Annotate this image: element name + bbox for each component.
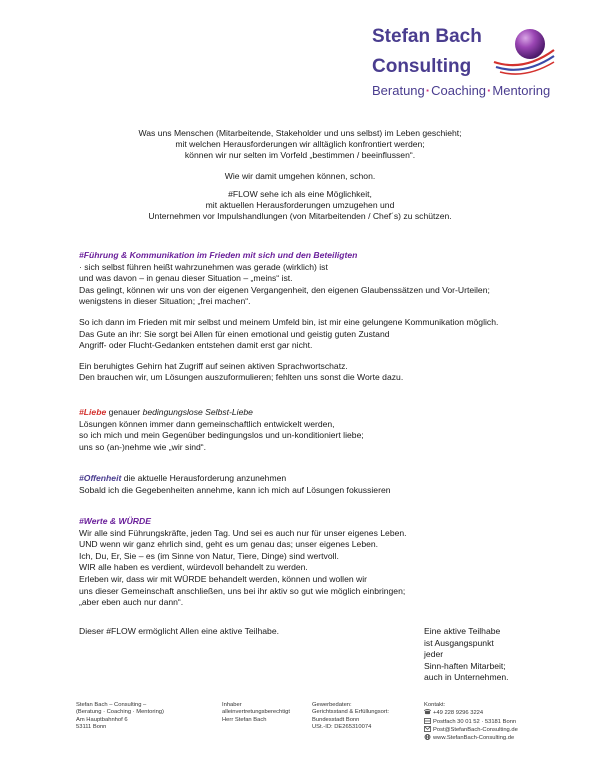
intro-statement xyxy=(60,171,540,182)
paragraph-line: Ein beruhigtes Gehirn hat Zugriff auf seinen aktiven Sprachwortschatz. xyxy=(79,360,348,371)
section-fuehrung xyxy=(79,250,559,384)
flow-line: Unternehmen vor Impulshandlungen (von Mitarbeitenden / Chef´s) zu schützen. xyxy=(148,211,452,221)
paragraph-line: Angriff- oder Flucht-Gedanken entstehen damit erst gar nicht. xyxy=(79,340,313,351)
paragraph-line: UND wenn wir ganz ehrlich sind, geht es um genau das; unser eigenes Leben. xyxy=(79,539,379,550)
paragraph-line: Den brauchen wir, um Lösungen auszuformulieren; fehlten uns sonst die Worte dazu. xyxy=(79,372,404,383)
footer-contact-email[interactable] xyxy=(424,726,518,734)
section-heading-line xyxy=(79,473,559,485)
footer-contact-postbox xyxy=(424,718,518,726)
paragraph-line: WIR alle haben es verdient, würdevoll behandelt zu werden. xyxy=(79,562,308,573)
footer-line: Gerichtsstand & Erfüllungsort: xyxy=(312,709,390,716)
contact-text[interactable]: www.StefanBach-Consulting.de xyxy=(433,735,515,742)
logo-tagline: Beratung·Coaching·Mentoring xyxy=(372,83,551,98)
footer-contact-web[interactable] xyxy=(424,734,518,742)
paragraph-line: Wir alle sind Führungskräfte, jeden Tag. Und sei es auch nur für unser eigenes Leben. xyxy=(79,527,407,538)
intro-block xyxy=(60,128,540,161)
paragraph-line: Das Gute an ihr: Sie sorgt bei Allen für einen emotional und geistig guten Zustand xyxy=(79,328,390,339)
footer-line: alleinvertretungsberechtigt xyxy=(222,709,290,716)
footer-contact-phone xyxy=(424,709,518,717)
heading-rest: die aktuelle Herausforderung anzunehmen xyxy=(121,473,287,483)
contact-text[interactable]: Post@StefanBach-Consulting.de xyxy=(433,726,518,733)
paragraph-line: wenigstens in dieser Situation; „frei machen“. xyxy=(79,296,251,307)
footer-line: Am Hauptbahnhof 6 xyxy=(76,716,128,723)
section-heading: #Werte & WÜRDE xyxy=(79,516,151,526)
tagline-item: Beratung xyxy=(372,83,425,98)
footer-line: USt.-ID: DE265310074 xyxy=(312,723,372,730)
intro-line: Was uns Menschen (Mitarbeitende, Stakeholder und uns selbst) im Leben geschieht; xyxy=(138,128,462,138)
footer-line: Bundesstadt Bonn xyxy=(312,716,360,723)
sidebar-line: ist Ausgangspunkt xyxy=(424,637,494,648)
footer-owner xyxy=(222,702,290,724)
flow-line: #FLOW sehe ich als eine Möglichkeit, xyxy=(228,189,372,199)
sidebar-line: Sinn-haften Mitarbeit; xyxy=(424,660,506,671)
section-werte xyxy=(79,516,559,609)
intro-line: können wir nur selten im Vorfeld „bestimmen / beeinflussen“. xyxy=(184,150,416,160)
section-offenheit xyxy=(79,473,559,496)
footer-line: (Beratung · Coaching · Mentoring) xyxy=(76,709,164,716)
contact-text: +49 228 9296 3224 xyxy=(433,710,484,717)
paragraph-line: Das gelingt, können wir uns von der eigenen Vergangenheit, den eigenen Glaubenssätzen und Vor-Urteilen; xyxy=(79,284,490,295)
phone-icon xyxy=(424,709,431,715)
paragraph-line: · sich selbst führen heißt wahrzunehmen was gerade (wirklich) ist xyxy=(79,261,328,272)
globe-icon xyxy=(424,734,431,740)
paragraph-line: so ich mich und mein Gegenüber bedingungslos und un-konditioniert liebe; xyxy=(79,430,364,441)
paragraph-line: Sobald ich die Gegebenheiten annehme, kann ich mich auf Lösungen fokussieren xyxy=(79,484,391,495)
company-logo xyxy=(372,26,572,104)
paragraph-line: uns so (an-)nehme wie „wir sind“. xyxy=(79,441,207,452)
paragraph-line: Erleben wir, dass wir mit WÜRDE behandelt werden, können und wollen wir xyxy=(79,573,368,584)
flow-line: mit aktuellen Herausforderungen umzugehen und xyxy=(205,200,395,210)
tagline-item: Coaching xyxy=(431,83,487,98)
paragraph-line: und was davon – in genau dieser Situation – „meins“ ist. xyxy=(79,273,293,284)
paragraph-line: So ich dann im Frieden mit mir selbst und meinem Umfeld bin, ist mir eine gelungene Kommunikation möglich. xyxy=(79,316,499,327)
section-liebe xyxy=(79,407,559,453)
footer-contact-title: Kontakt: xyxy=(424,702,446,708)
paragraph-line: Lösungen können immer dann gemeinschaftlich entwickelt werden, xyxy=(79,418,335,429)
section-heading-line xyxy=(79,407,559,419)
section-heading: #Offenheit xyxy=(79,473,122,483)
contact-text: Postfach 30 01 52 · 53181 Bonn xyxy=(433,718,517,725)
sidebar-line: jeder xyxy=(424,649,444,660)
footer-line: Gewerbedaten: xyxy=(312,702,352,708)
footer-line: Inhaber xyxy=(222,702,242,708)
logo-name-line2: Consulting xyxy=(372,56,472,77)
logo-name-line1: Stefan Bach xyxy=(372,26,482,47)
intro-line: mit welchen Herausforderungen wir alltäglich konfrontiert werden; xyxy=(175,139,425,149)
paragraph-line: „aber eben auch nur dann“. xyxy=(79,597,184,608)
footer-company xyxy=(76,702,164,731)
footer-line: Stefan Bach – Consulting – xyxy=(76,702,147,708)
mail-icon xyxy=(424,718,431,724)
sidebar-quote xyxy=(424,626,574,684)
heading-rest: genauer xyxy=(106,407,143,417)
tagline-item: Mentoring xyxy=(492,83,551,98)
footer-line: 53111 Bonn xyxy=(76,723,107,730)
intro-statement-text: Wie wir damit umgehen können, schon. xyxy=(224,171,376,181)
envelope-icon xyxy=(424,726,431,732)
section-heading: #Führung & Kommunikation im Frieden mit sich und den Beteiligten xyxy=(79,250,358,260)
sidebar-line: Eine aktive Teilhabe xyxy=(424,626,501,636)
sidebar-line: auch in Unternehmen. xyxy=(424,672,509,683)
flow-block xyxy=(60,189,540,222)
paragraph-line: Ich, Du, Er, Sie – es (im Sinne von Natur, Tiere, Dinge) sind wertvoll. xyxy=(79,550,339,561)
paragraph-line: uns dieser Gemeinschaft anschließen, uns bei ihr aktiv so gut wie möglich einbringen; xyxy=(79,585,406,596)
footer-legal xyxy=(312,702,389,731)
logo-sphere-icon xyxy=(492,28,556,80)
heading-rest-italic: bedingungslose Selbst-Liebe xyxy=(142,407,253,417)
footer-contact xyxy=(424,702,518,742)
footer-line: Herr Stefan Bach xyxy=(222,716,267,723)
section-heading: #Liebe xyxy=(79,407,107,417)
closing-text: Dieser #FLOW ermöglicht Allen eine aktive Teilhabe. xyxy=(79,626,279,636)
